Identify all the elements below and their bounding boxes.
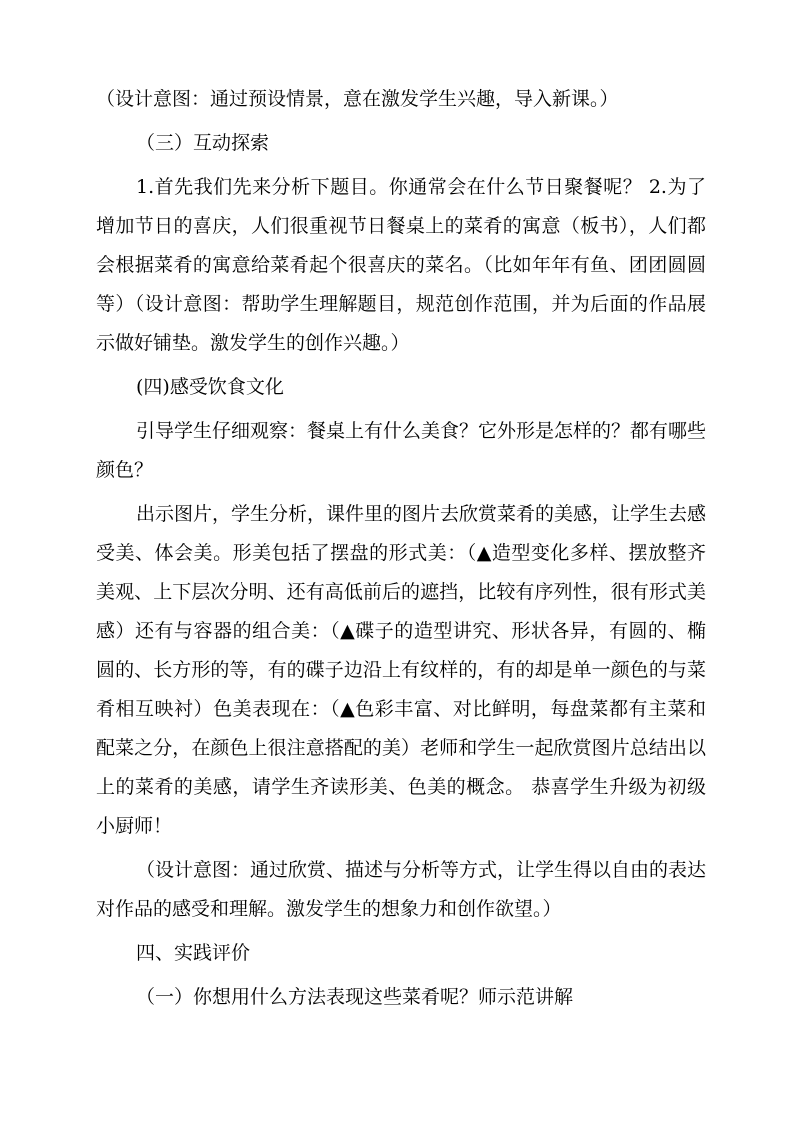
section-heading-food-culture: (四)感受饮食文化	[136, 376, 284, 398]
image-analysis-paragraph: 出示图片，学生分析，课件里的图片去欣赏菜肴的美感，让学生去感受美、体会美。形美包括了摆盘的形式美：（▲造型变化多样、摆放整齐美观、上下层次分明、还有高低前后的遮挡，比较有序列性，很有形式美感）还有与容器的组合美：（▲碟子的造型讲究、形状各异，有圆的、椭圆的、长方形的等，有的碟子边沿上有纹样的，有的却是单一颜色的与菜肴相互映衬）色美表现在：（▲色彩丰富、对比鲜明，每盘菜都有主菜和配菜之分，在颜色上很注意搭配的美）老师和学生一起欣赏图片总结出以上的菜肴的美感，请学生齐读形美、色美的概念。 恭喜学生升级为初级小厨师！	[96, 503, 707, 837]
subsection-heading-method: （一）你想用什么方法表现这些菜肴呢？师示范讲解	[136, 986, 574, 1008]
document-page	[96, 80, 706, 1017]
design-intent-paragraph-2: （设计意图：通过欣赏、描述与分析等方式，让学生得以自由的表达对作品的感受和理解。激发学生的想象力和创作欲望。）	[96, 859, 707, 920]
observation-paragraph: 引导学生仔细观察：餐桌上有什么美食？它外形是怎样的？都有哪些颜色？	[96, 420, 707, 481]
section-heading-interactive-exploration: （三）互动探索	[136, 132, 270, 154]
analysis-paragraph: 1.首先我们先来分析下题目。你通常会在什么节日聚餐呢？ 2.为了增加节日的喜庆，人们很重视节日餐桌上的菜肴的寓意（板书），人们都会根据菜肴的寓意给菜肴起个很喜庆的菜名。（比如年年有鱼、团团圆圆等）（设计意图：帮助学生理解题目，规范创作范围，并为后面的作品展示做好铺垫。激发学生的创作兴趣。）	[96, 176, 706, 354]
section-heading-practice-evaluation: 四、实践评价	[136, 942, 251, 964]
design-intent-paragraph-1: （设计意图：通过预设情景，意在激发学生兴趣，导入新课。）	[96, 88, 619, 110]
